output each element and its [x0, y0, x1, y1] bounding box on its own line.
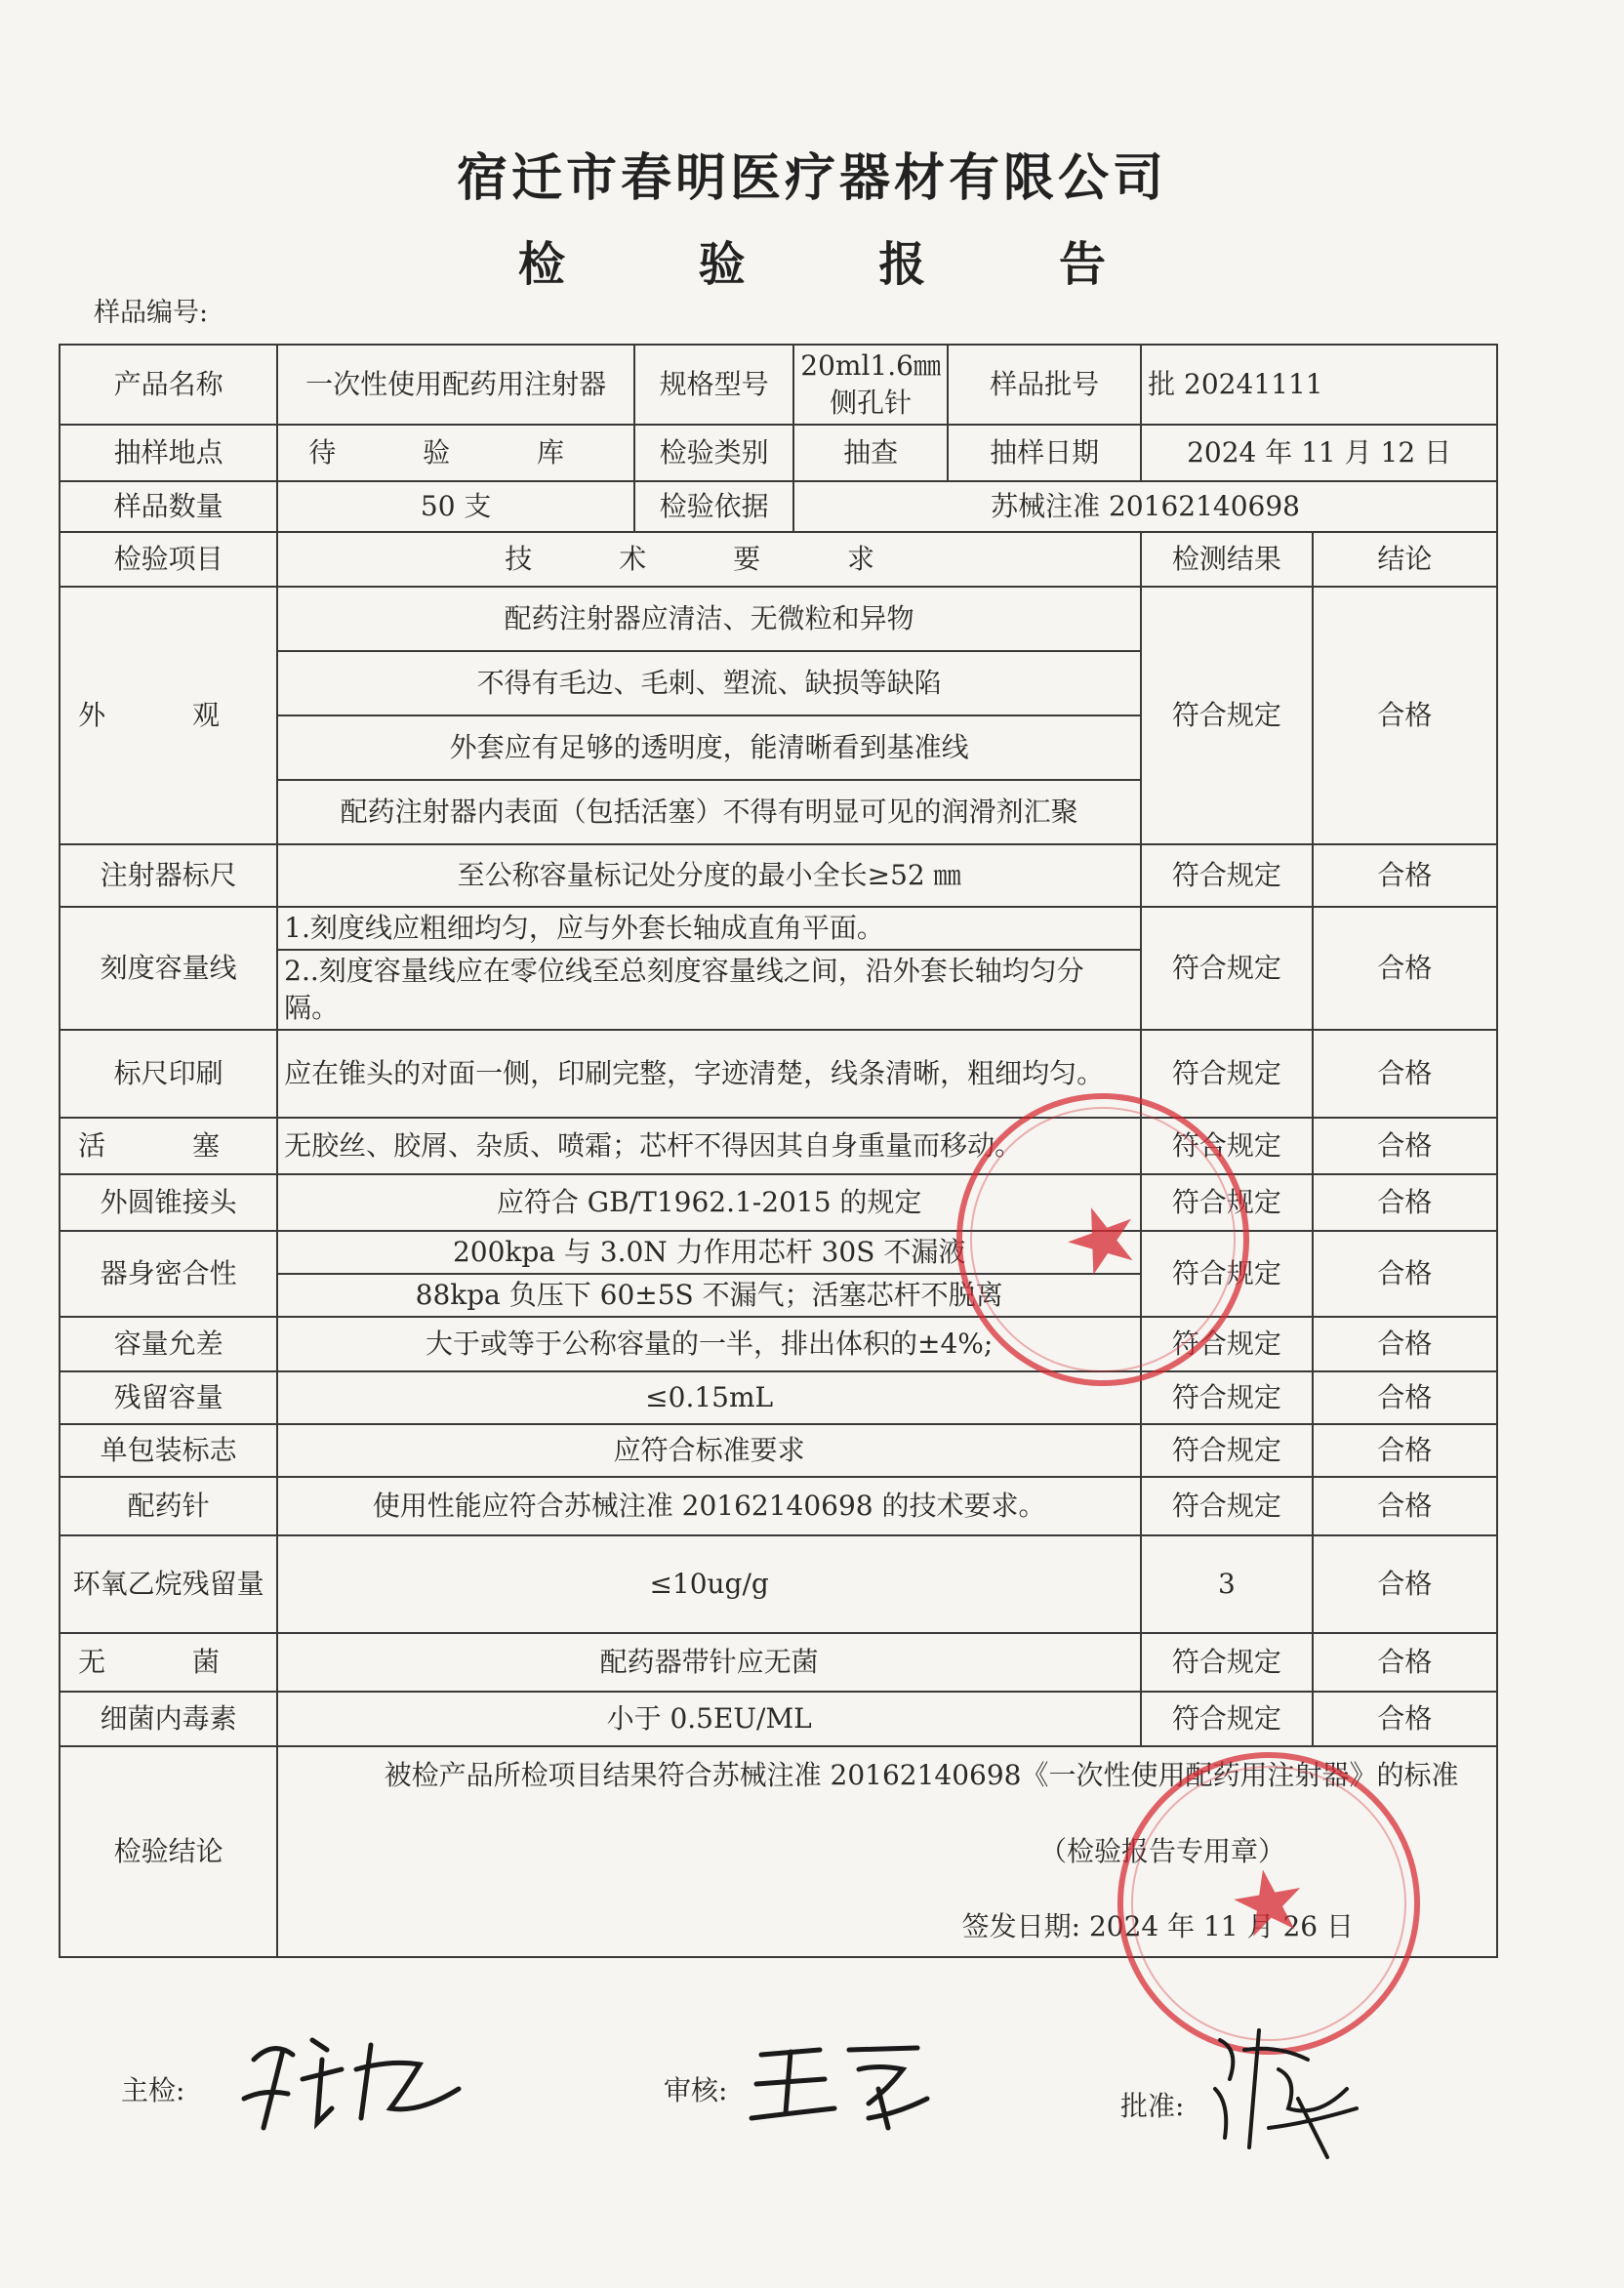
header-item: 检验项目: [60, 532, 277, 587]
row-conclusion: 合格: [1313, 1477, 1497, 1535]
row-result: 符合规定: [1141, 844, 1313, 907]
row-conclusion: 合格: [1313, 1231, 1497, 1317]
reviewer-signature: [742, 2030, 937, 2138]
row-item: 标尺印刷: [60, 1030, 277, 1118]
row-result: 符合规定: [1141, 1317, 1313, 1371]
row-result: 符合规定: [1141, 907, 1313, 1030]
sample-no: [94, 291, 226, 329]
row-result: 符合规定: [1141, 1174, 1313, 1231]
issue-date: 签发日期: 2024 年 11 月 26 日: [961, 1910, 1354, 1943]
row-conclusion: 合格: [1313, 1424, 1497, 1477]
row-item: 环氧乙烷残留量: [60, 1535, 277, 1633]
sampling-place-value: 待 验 库: [277, 425, 634, 481]
batch-label: 样品批号: [948, 345, 1141, 425]
row-conclusion: 合格: [1313, 1535, 1497, 1633]
row-result: 符合规定: [1141, 1030, 1313, 1118]
row-requirement: 应符合 GB/T1962.1-2015 的规定: [277, 1174, 1141, 1231]
row-conclusion: 合格: [1313, 844, 1497, 907]
inspection-type-label: 检验类别: [634, 425, 793, 481]
basis-label: 检验依据: [634, 481, 793, 532]
row-result: 符合规定: [1141, 1633, 1313, 1692]
row-conclusion: 合格: [1313, 907, 1497, 1030]
row-requirement: 应符合标准要求: [277, 1424, 1141, 1477]
seal-star-icon: ★: [1047, 1177, 1157, 1301]
appearance-req-2: 不得有毛边、毛刺、塑流、缺损等缺陷: [277, 651, 1141, 715]
row-item: 刻度容量线: [60, 907, 277, 1030]
row-result: 符合规定: [1141, 1118, 1313, 1174]
row-item: 单包装标志: [60, 1424, 277, 1477]
row-item: 无 菌: [60, 1633, 277, 1692]
row-result: 符合规定: [1141, 1692, 1313, 1746]
row-result: 符合规定: [1141, 1424, 1313, 1477]
row-requirement: 配药器带针应无菌: [277, 1633, 1141, 1692]
final-conclusion-label: 检验结论: [60, 1746, 277, 1957]
row-requirement-2: 2..刻度容量线应在零位线至总刻度容量线之间，沿外套长轴均匀分隔。: [277, 950, 1141, 1030]
seal-note: （检验报告专用章）: [1038, 1834, 1285, 1867]
approver-label: 批准:: [1120, 2090, 1185, 2122]
product-name-label: 产品名称: [60, 345, 277, 425]
row-requirement: 至公称容量标记处分度的最小全长≥52 ㎜: [277, 844, 1141, 907]
report-title: 检 验 报 告: [517, 237, 1165, 292]
row-requirement: 使用性能应符合苏械注准 20162140698 的技术要求。: [277, 1477, 1141, 1535]
row-requirement: 200kpa 与 3.0N 力作用芯杆 30S 不漏液: [277, 1231, 1141, 1274]
row-item: 残留容量: [60, 1371, 277, 1424]
row-conclusion: 合格: [1313, 1174, 1497, 1231]
row-item: 注射器标尺: [60, 844, 277, 907]
row-requirement-2: 88kpa 负压下 60±5S 不漏气；活塞芯杆不脱离: [277, 1274, 1141, 1317]
row-conclusion: 合格: [1313, 1692, 1497, 1746]
sampling-date-value: 2024 年 11 月 12 日: [1141, 425, 1497, 481]
appearance-conclusion: 合格: [1313, 587, 1497, 844]
row-item: 器身密合性: [60, 1231, 277, 1317]
batch-value: 批 20241111: [1141, 345, 1497, 425]
row-requirement: 大于或等于公称容量的一半，排出体积的±4%;: [277, 1317, 1141, 1371]
sampling-place-label: 抽样地点: [60, 425, 277, 481]
row-result: 符合规定: [1141, 1477, 1313, 1535]
inspector-signature: [234, 2021, 478, 2138]
row-result: 3: [1141, 1535, 1313, 1633]
sample-qty-label: 样品数量: [60, 481, 277, 532]
row-result: 符合规定: [1141, 1231, 1313, 1317]
product-name-value: 一次性使用配药用注射器: [277, 345, 634, 425]
row-conclusion: 合格: [1313, 1371, 1497, 1424]
inspection-type-value: 抽查: [793, 425, 948, 481]
row-conclusion: 合格: [1313, 1633, 1497, 1692]
row-result: 符合规定: [1141, 1371, 1313, 1424]
seal-star-icon: ★: [1221, 1845, 1317, 1961]
approver-signature: [1200, 2011, 1376, 2206]
row-item: 容量允差: [60, 1317, 277, 1371]
row-item: 配药针: [60, 1477, 277, 1535]
inspector-label: 主检:: [121, 2074, 185, 2106]
appearance-req-3: 外套应有足够的透明度，能清晰看到基准线: [277, 715, 1141, 780]
spec-value: 20ml1.6㎜侧孔针: [793, 345, 948, 425]
appearance-item: 外 观: [60, 587, 277, 844]
final-conclusion-text: 被检产品所检项目结果符合苏械注准 20162140698《一次性使用配药用注射器》的标准: [384, 1758, 1459, 1791]
header-conclusion: 结论: [1313, 532, 1497, 587]
row-conclusion: 合格: [1313, 1030, 1497, 1118]
sample-qty-value: 50 支: [277, 481, 634, 532]
header-requirement: 技 术 要 求: [277, 532, 1141, 587]
row-requirement: ≤10ug/g: [277, 1535, 1141, 1633]
appearance-req-1: 配药注射器应清洁、无微粒和异物: [277, 587, 1141, 651]
row-requirement: 无胶丝、胶屑、杂质、喷霜；芯杆不得因其自身重量而移动。: [277, 1118, 1141, 1174]
spec-label: 规格型号: [634, 345, 793, 425]
row-conclusion: 合格: [1313, 1317, 1497, 1371]
company-title: 宿迁市春明医疗器材有限公司: [456, 148, 1167, 208]
row-item: 活 塞: [60, 1118, 277, 1174]
row-item: 外圆锥接头: [60, 1174, 277, 1231]
row-requirement: 小于 0.5EU/ML: [277, 1692, 1141, 1746]
appearance-result: 符合规定: [1141, 587, 1313, 844]
row-conclusion: 合格: [1313, 1118, 1497, 1174]
appearance-req-4: 配药注射器内表面（包括活塞）不得有明显可见的润滑剂汇聚: [277, 780, 1141, 844]
header-result: 检测结果: [1141, 532, 1313, 587]
row-requirement: ≤0.15mL: [277, 1371, 1141, 1424]
row-requirement: 1.刻度线应粗细均匀，应与外套长轴成直角平面。: [277, 907, 1141, 950]
sample-no-label: 样品编号:: [94, 298, 209, 328]
reviewer-label: 审核:: [664, 2074, 728, 2106]
sampling-date-label: 抽样日期: [948, 425, 1141, 481]
inspection-table: [59, 344, 1498, 1961]
row-item: 细菌内毒素: [60, 1692, 277, 1746]
basis-value: 苏械注准 20162140698: [793, 481, 1497, 532]
row-requirement: 应在锥头的对面一侧，印刷完整，字迹清楚，线条清晰，粗细均匀。: [277, 1030, 1141, 1118]
